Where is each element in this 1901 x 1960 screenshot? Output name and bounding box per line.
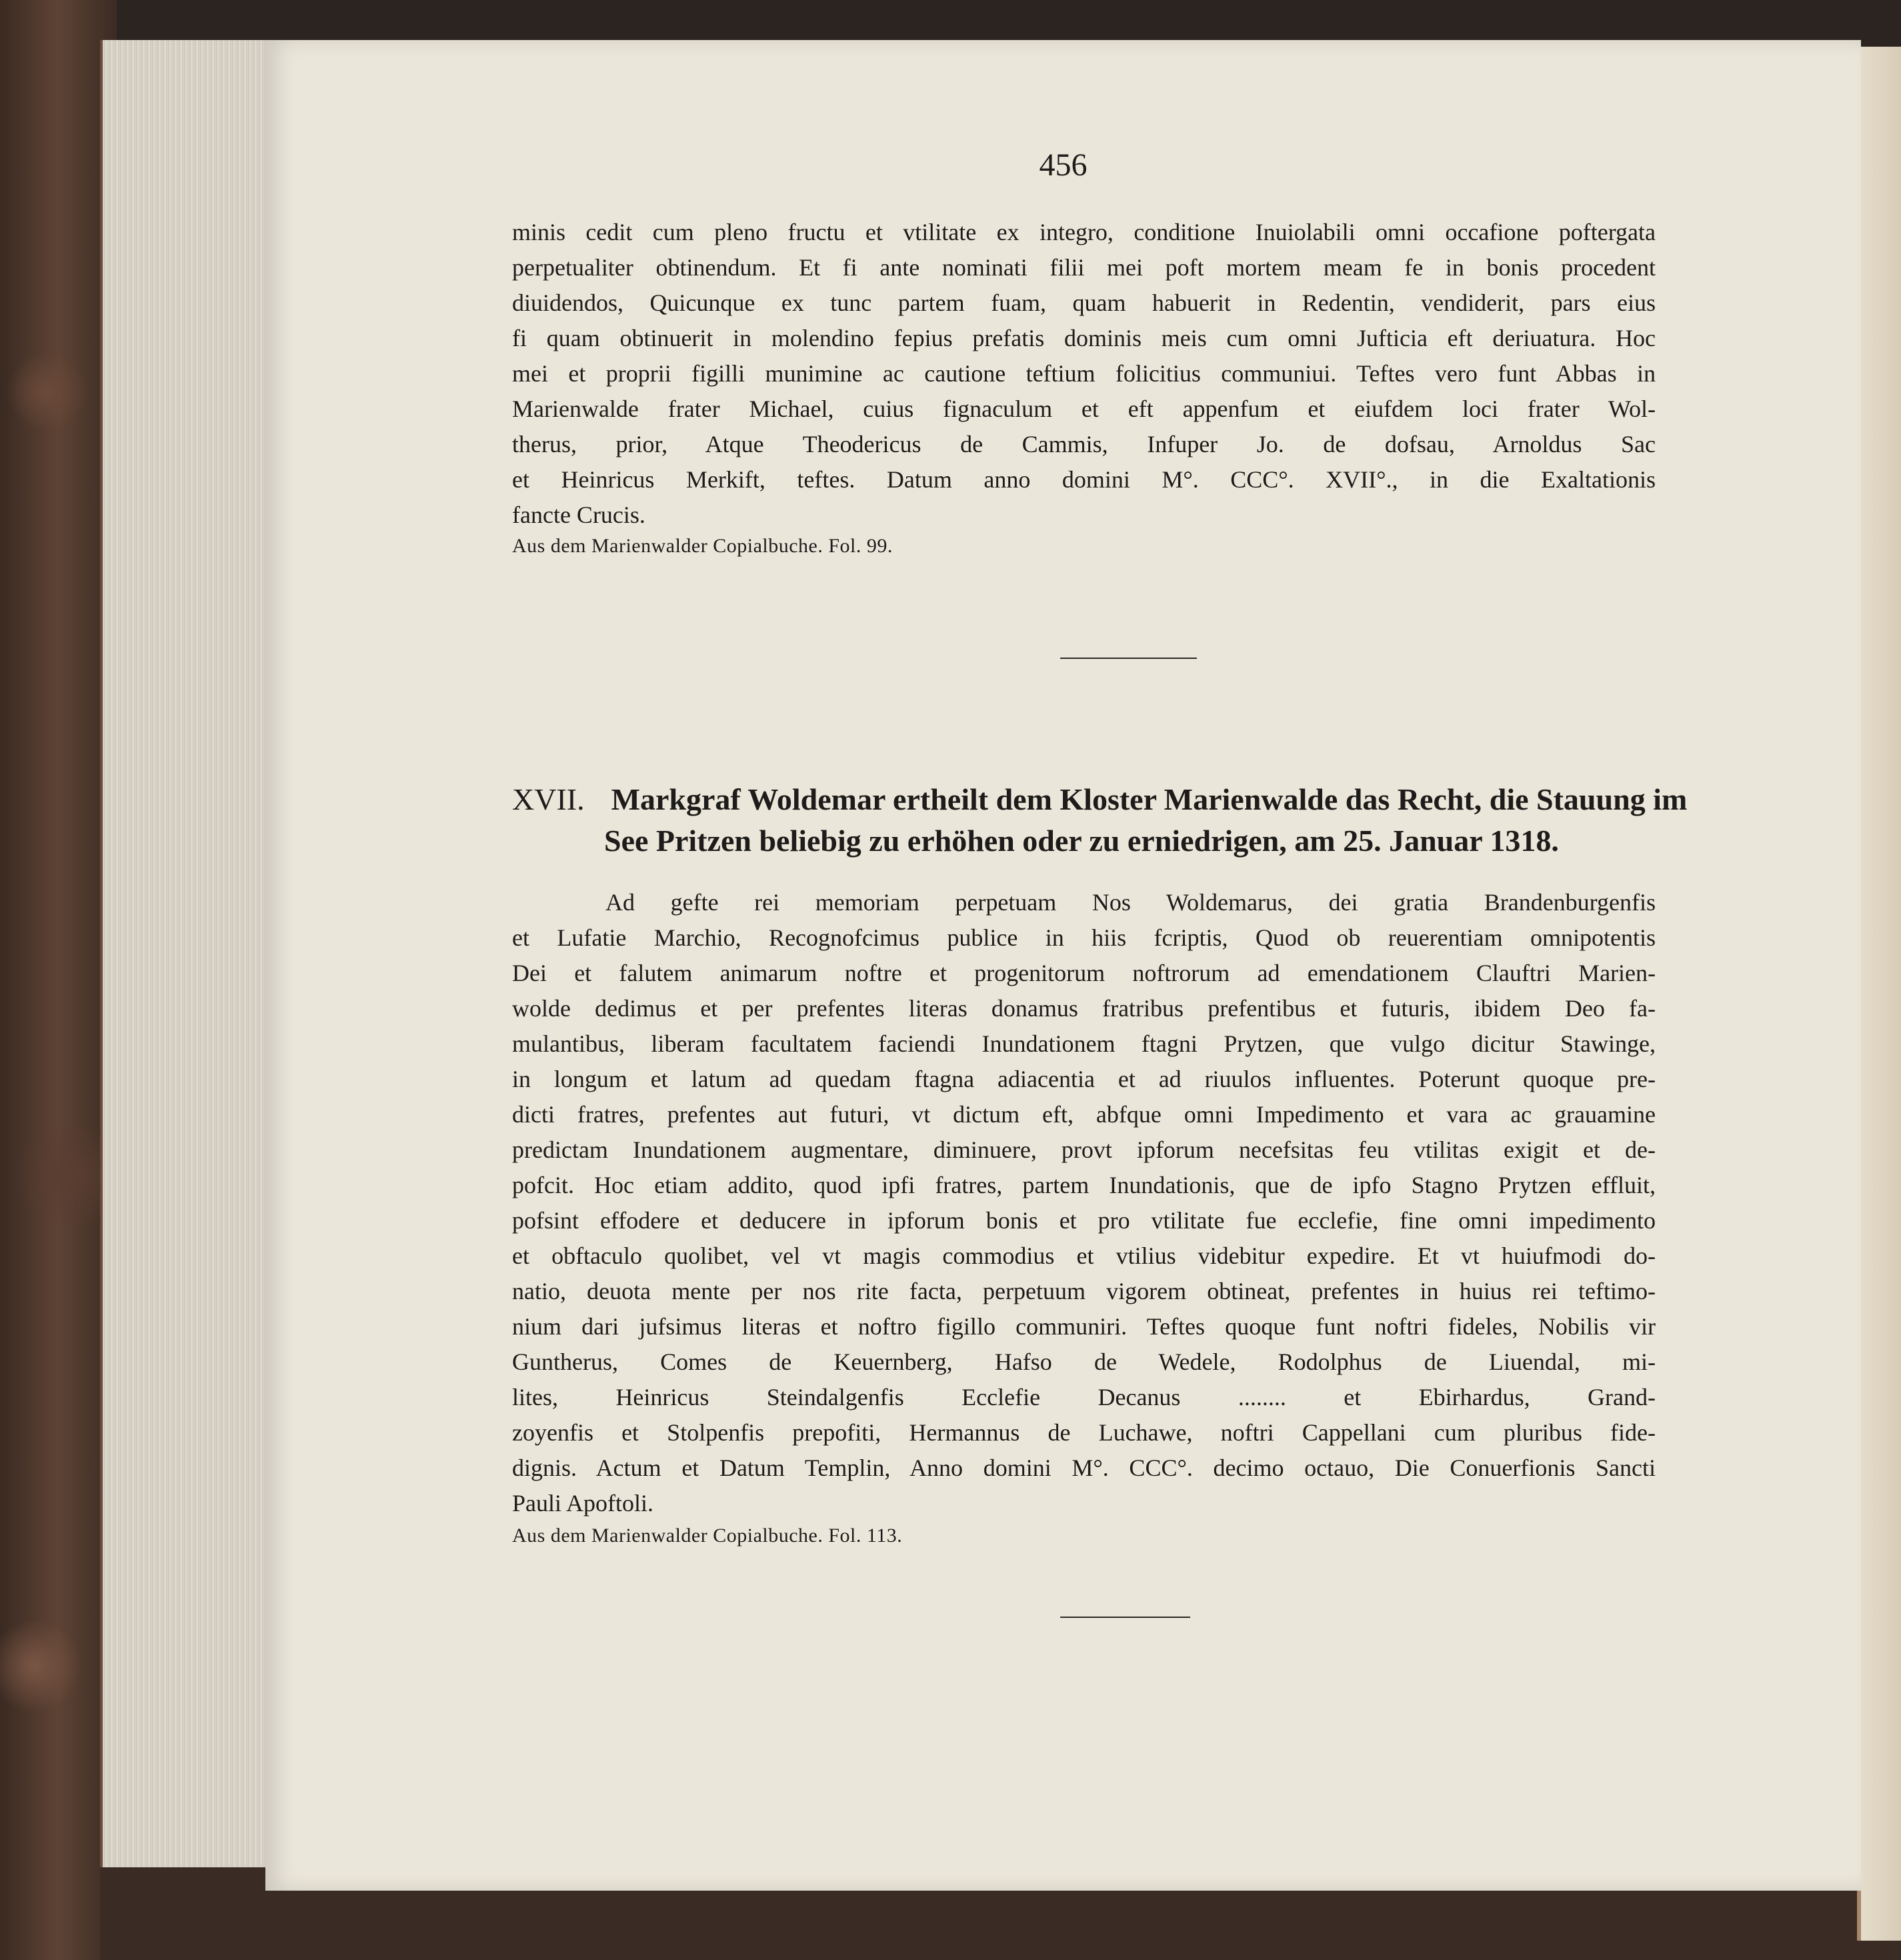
text-line: nium dari jufsimus literas et noftro figillo communiri. Teftes quoque funt noftri fideles, Nobilis vir xyxy=(512,1313,1656,1340)
text-line: minis cedit cum pleno fructu et vtilitate ex integro, conditione Inuiolabili omni occafione poftergata xyxy=(512,219,1656,245)
page-edges xyxy=(100,40,269,1914)
text-line: fi quam obtinuerit in molendino fepius prefatis dominis meis cum omni Jufticia eft deriuatura. Hoc xyxy=(512,325,1656,351)
charter-continuation-text xyxy=(512,215,1656,533)
heading-text-1: Markgraf Woldemar ertheilt dem Kloster Marienwalde das Recht, die Stauung im xyxy=(611,782,1688,816)
text-line: lites, Heinricus Steindalgenfis Ecclefie Decanus ........ et Ebirhardus, Grand- xyxy=(512,1384,1656,1410)
text-line: therus, prior, Atque Theodericus de Cammis, Infuper Jo. de dofsau, Arnoldus Sac xyxy=(512,431,1656,457)
text-line: et obftaculo quolibet, vel vt magis commodius et vtilius videbitur expedire. Et vt huiufmodi do- xyxy=(512,1242,1656,1269)
short-rule-upper xyxy=(1060,658,1197,659)
book-cover-right xyxy=(1857,47,1901,1941)
page-number: 456 xyxy=(1039,147,1088,183)
text-line: et Lufatie Marchio, Recognofcimus publice in hiis fcriptis, Quod ob reuerentiam omnipotentis xyxy=(512,924,1656,951)
short-rule-lower xyxy=(1060,1617,1190,1618)
text-line: Dei et falutem animarum noftre et progenitorum noftrorum ad emendationem Clauftri Marien- xyxy=(512,960,1656,986)
heading-number: XVII. xyxy=(512,782,585,816)
text-line: et Heinricus Merkift, teftes. Datum anno domini M°. CCC°. XVII°., in die Exaltationis xyxy=(512,466,1656,493)
text-line: Ad gefte rei memoriam perpetuam Nos Woldemarus, dei gratia Brandenburgenfis xyxy=(605,889,1656,916)
text-line: predictam Inundationem augmentare, diminuere, provt ipforum necefsitas feu vtilitas exigit et de- xyxy=(512,1136,1656,1163)
text-line: perpetualiter obtinendum. Et fi ante nominati filii mei poft mortem meam fe in bonis procedent xyxy=(512,254,1656,281)
text-line: dignis. Actum et Datum Templin, Anno domini M°. CCC°. decimo octauo, Die Conuerfionis Sancti xyxy=(512,1454,1656,1481)
heading-line-2: See Pritzen beliebig zu erhöhen oder zu erniedrigen, am 25. Januar 1318. xyxy=(604,824,1559,858)
text-line: fancte Crucis. xyxy=(512,502,645,528)
source-note-1: Aus dem Marienwalder Copialbuche. Fol. 99. xyxy=(512,535,893,557)
text-line: zoyenfis et Stolpenfis prepofiti, Hermannus de Luchawe, noftri Cappellani cum pluribus fide- xyxy=(512,1419,1656,1446)
text-line: Guntherus, Comes de Keuernberg, Hafso de Wedele, Rodolphus de Liuendal, mi- xyxy=(512,1348,1656,1375)
book-cover-left xyxy=(0,0,117,1960)
text-line: Pauli Apoftoli. xyxy=(512,1490,654,1517)
text-line: Marienwalde frater Michael, cuius fignaculum et eft appenfum et eiufdem loci frater Wol- xyxy=(512,395,1656,422)
source-note-2: Aus dem Marienwalder Copialbuche. Fol. 113. xyxy=(512,1525,903,1547)
text-line: wolde dedimus et per prefentes literas donamus fratribus prefentibus et futuris, ibidem Deo fa- xyxy=(512,995,1656,1022)
text-line: dicti fratres, prefentes aut futuri, vt dictum eft, abfque omni Impedimento et vara ac grauamine xyxy=(512,1101,1656,1128)
text-line: in longum et latum ad quedam ftagna adiacentia et ad riuulos influentes. Poterunt quoque pre- xyxy=(512,1066,1656,1092)
text-line: natio, deuota mente per nos rite facta, perpetuum vigorem obtineat, prefentes in huius rei teftimo- xyxy=(512,1278,1656,1304)
text-line: mulantibus, liberam facultatem faciendi Inundationem ftagni Prytzen, que vulgo dicitur Stawinge, xyxy=(512,1030,1656,1057)
charter-text xyxy=(512,885,1656,1521)
text-line: diuidendos, Quicunque ex tunc partem fuam, quam habuerit in Redentin, vendiderit, pars eius xyxy=(512,289,1656,316)
heading-line-1 xyxy=(512,779,1688,820)
section-heading xyxy=(512,779,1688,862)
text-line: pofsint effodere et deducere in ipforum bonis et pro vtilitate fue ecclefie, fine omni impedimento xyxy=(512,1207,1656,1234)
text-line: mei et proprii figilli munimine ac cautione teftium folicitius communiui. Teftes vero funt Abbas in xyxy=(512,360,1656,387)
text-line: pofcit. Hoc etiam addito, quod ipfi fratres, partem Inundationis, que de ipfo Stagno Prytzen effluit, xyxy=(512,1172,1656,1198)
book-page xyxy=(265,40,1861,1891)
